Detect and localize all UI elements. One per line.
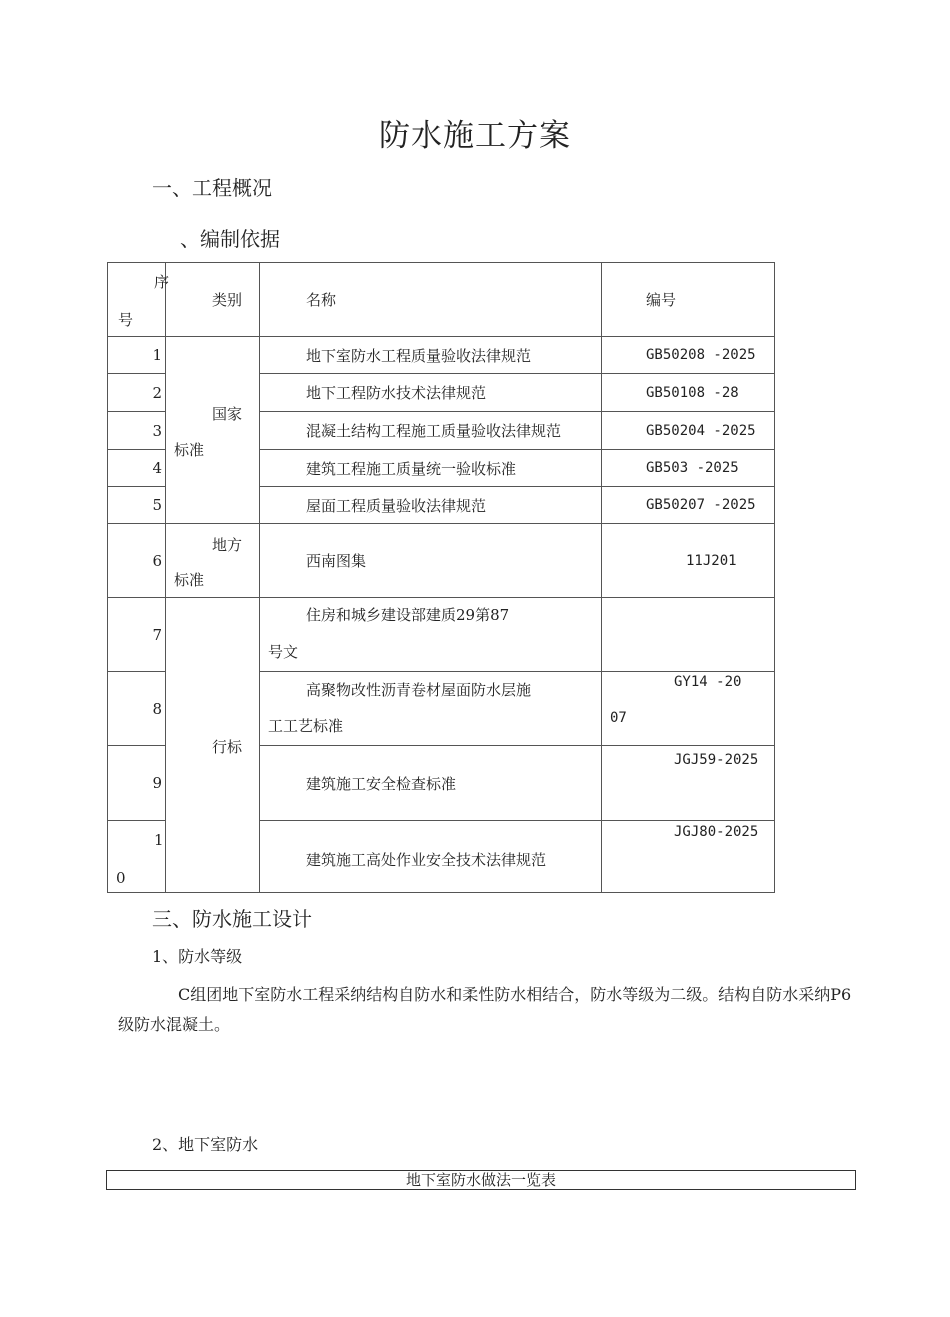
- table-row: [108, 337, 775, 374]
- section-heading-design: 三、防水施工设计: [152, 907, 312, 931]
- row-number: 7: [108, 598, 166, 672]
- section-heading-overview: 一、工程概况: [152, 176, 272, 200]
- standard-code: [602, 598, 775, 672]
- table-header-row: [108, 263, 775, 337]
- row-number: 1: [108, 337, 166, 374]
- category-industry: 行标: [166, 598, 260, 893]
- subheading-grade: 1、防水等级: [152, 947, 243, 966]
- row-number: 6: [108, 524, 166, 598]
- row-number: 2: [108, 374, 166, 412]
- standard-name: 地下室防水工程质量验收法律规范: [260, 337, 602, 374]
- basis-table: [107, 262, 775, 893]
- row-number: 9: [108, 746, 166, 821]
- row-number: 3: [108, 412, 166, 450]
- header-category: 类别: [166, 263, 260, 337]
- section-heading-basis: 、编制依据: [180, 227, 280, 251]
- table-row: [108, 598, 775, 672]
- header-name: 名称: [260, 263, 602, 337]
- standard-code: GB50208 -2025: [602, 337, 775, 374]
- standard-name: 建筑工程施工质量统一验收标准: [260, 450, 602, 487]
- standard-name: 住房和城乡建设部建质29第87 号文: [260, 598, 602, 672]
- standard-code: GB503 -2025: [602, 450, 775, 487]
- standard-name: 混凝土结构工程施工质量验收法律规范: [260, 412, 602, 450]
- category-national: 国家 标准: [166, 337, 260, 524]
- row-number: 4: [108, 450, 166, 487]
- standard-code: GB50204 -2025: [602, 412, 775, 450]
- standard-name: 建筑施工安全检查标准: [260, 746, 602, 821]
- standard-name: 西南图集: [260, 524, 602, 598]
- row-number: 8: [108, 672, 166, 746]
- standard-name: 屋面工程质量验收法律规范: [260, 487, 602, 524]
- page-title: 防水施工方案: [379, 118, 571, 154]
- subheading-basement: 2、地下室防水: [152, 1135, 259, 1154]
- row-number: 1 0: [108, 821, 166, 893]
- category-local: 地方 标准: [166, 524, 260, 598]
- summary-table-title: 地下室防水做法一览表: [106, 1170, 856, 1190]
- standard-code: GB50207 -2025: [602, 487, 775, 524]
- standard-code: 11J201: [602, 524, 775, 598]
- standard-code: JGJ80-2025: [602, 821, 775, 893]
- grade-paragraph: C组团地下室防水工程采纳结构自防水和柔性防水相结合，防水等级为二级。结构自防水采纳P6级防水混凝土。: [118, 985, 852, 1034]
- standard-code: JGJ59-2025: [602, 746, 775, 821]
- standard-code: GY14 -20 07: [602, 672, 775, 746]
- standard-name: 地下工程防水技术法律规范: [260, 374, 602, 412]
- row-number: 5: [108, 487, 166, 524]
- standard-name: 高聚物改性沥青卷材屋面防水层施 工工艺标准: [260, 672, 602, 746]
- header-code: 编号: [602, 263, 775, 337]
- table-row: [108, 524, 775, 598]
- standard-code: GB50108 -28: [602, 374, 775, 412]
- standard-name: 建筑施工高处作业安全技术法律规范: [260, 821, 602, 893]
- header-seq: 序 号: [108, 263, 166, 337]
